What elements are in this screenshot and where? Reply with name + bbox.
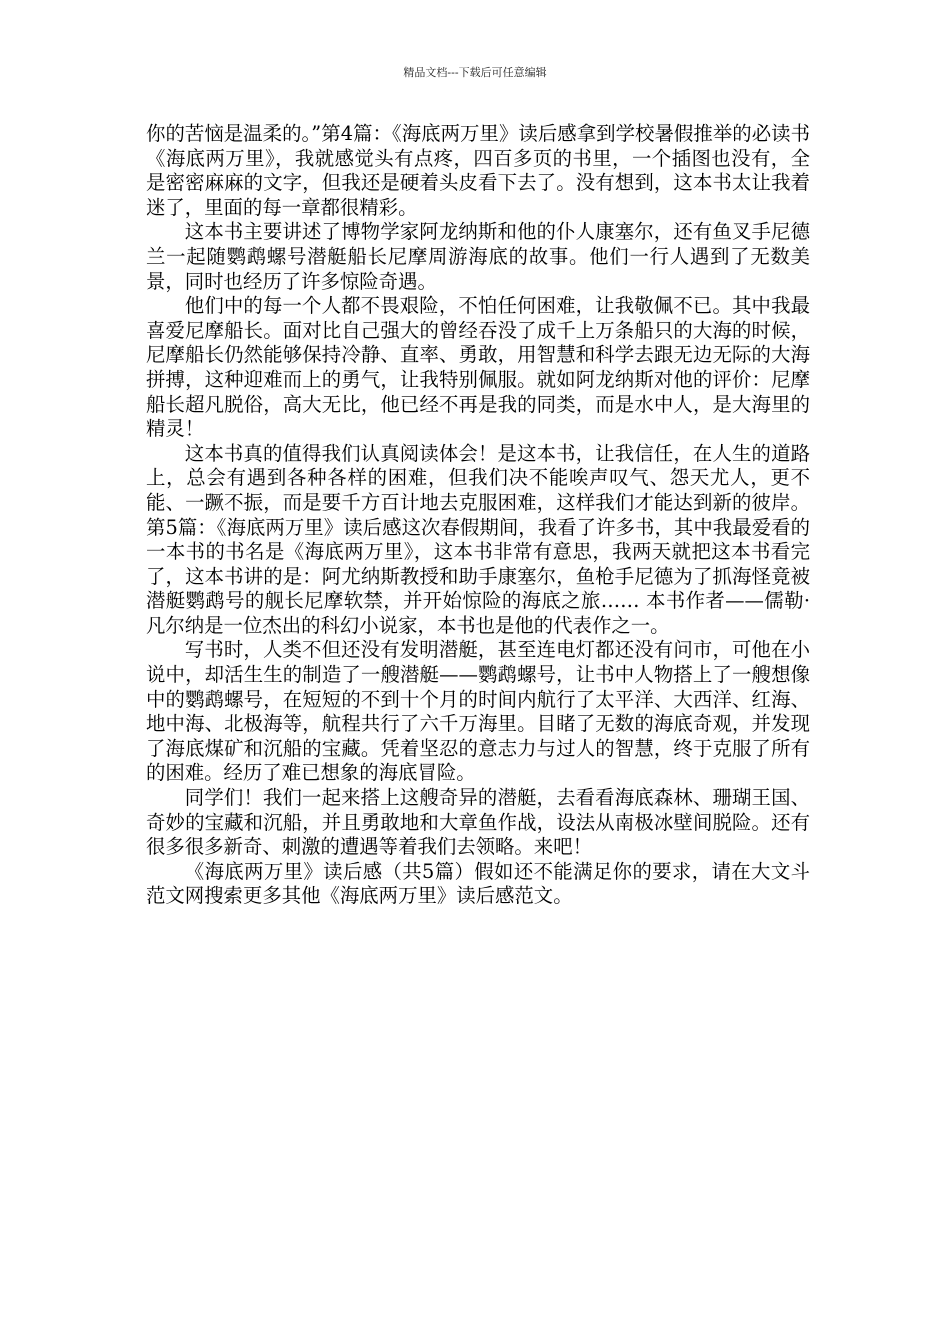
paragraph-5: 写书时，人类不但还没有发明潜艇，甚至连电灯都还没有问市，可他在小说中，却活生生的制造了一艘潜艇——鹦鹉螺号，让书中人物搭上了一艘想像中的鹦鹉螺号，在短短的不到十个月的时间内航行了太平洋、大西洋、红海、地中海、北极海等，航程共行了六千万海里。目睹了无数的海底奇观，并发现了海底煤矿和沉船的宝藏。凭着坚忍的意志力与过人的智慧，终于克服了所有的困难。经历了难已想象的海底冒险。 (146, 638, 810, 785)
paragraph-3: 他们中的每一个人都不畏艰险，不怕任何困难，让我敬佩不已。其中我最喜爱尼摩船长。面对比自己强大的曾经吞没了成千上万条船只的大海的时候，尼摩船长仍然能够保持冷静、直率、勇敢，用智慧和科学去跟无边无际的大海拼搏，这种迎难而上的勇气，让我特别佩服。就如阿龙纳斯对他的评价：尼摩船长超凡脱俗，高大无比，他已经不再是我的同类，而是水中人，是大海里的精灵！ (146, 294, 810, 441)
paragraph-7: 《海底两万里》读后感（共5篇）假如还不能满足你的要求，请在大文斗范文网搜索更多其他《海底两万里》读后感范文。 (146, 859, 810, 908)
document-body (146, 122, 810, 909)
paragraph-4: 这本书真的值得我们认真阅读体会！是这本书，让我信任，在人生的道路上，总会有遇到各种各样的困难，但我们决不能唉声叹气、怨天尤人，更不能、一蹶不振，而是要千方百计地去克服困难，这样我们才能达到新的彼岸。第5篇：《海底两万里》读后感这次春假期间，我看了许多书，其中我最爱看的一本书的书名是《海底两万里》，这本书非常有意思，我两天就把这本书看完了，这本书讲的是：阿尤纳斯教授和助手康塞尔，鱼枪手尼德为了抓海怪竟被潜艇鹦鹉号的舰长尼摩软禁，并开始惊险的海底之旅…… 本书作者——儒勒·凡尔纳是一位杰出的科幻小说家，本书也是他的代表作之一。 (146, 441, 810, 637)
paragraph-1: 你的苦恼是温柔的。”第4篇：《海底两万里》读后感拿到学校暑假推举的必读书《海底两万里》，我就感觉头有点疼，四百多页的书里，一个插图也没有，全是密密麻麻的文字，但我还是硬着头皮看下去了。没有想到，这本书太让我着迷了，里面的每一章都很精彩。 (146, 122, 810, 219)
page-header: 精品文档---下载后可任意编辑 (403, 66, 547, 79)
paragraph-6: 同学们！我们一起来搭上这艘奇异的潜艇，去看看海底森林、珊瑚王国、奇妙的宝藏和沉船，并且勇敢地和大章鱼作战，设法从南极冰壁间脱险。还有很多很多新奇、刺激的遭遇等着我们去领略。来吧！ (146, 786, 810, 859)
paragraph-2: 这本书主要讲述了博物学家阿龙纳斯和他的仆人康塞尔，还有鱼叉手尼德兰一起随鹦鹉螺号潜艇船长尼摩周游海底的故事。他们一行人遇到了无数美景，同时也经历了许多惊险奇遇。 (146, 220, 810, 293)
